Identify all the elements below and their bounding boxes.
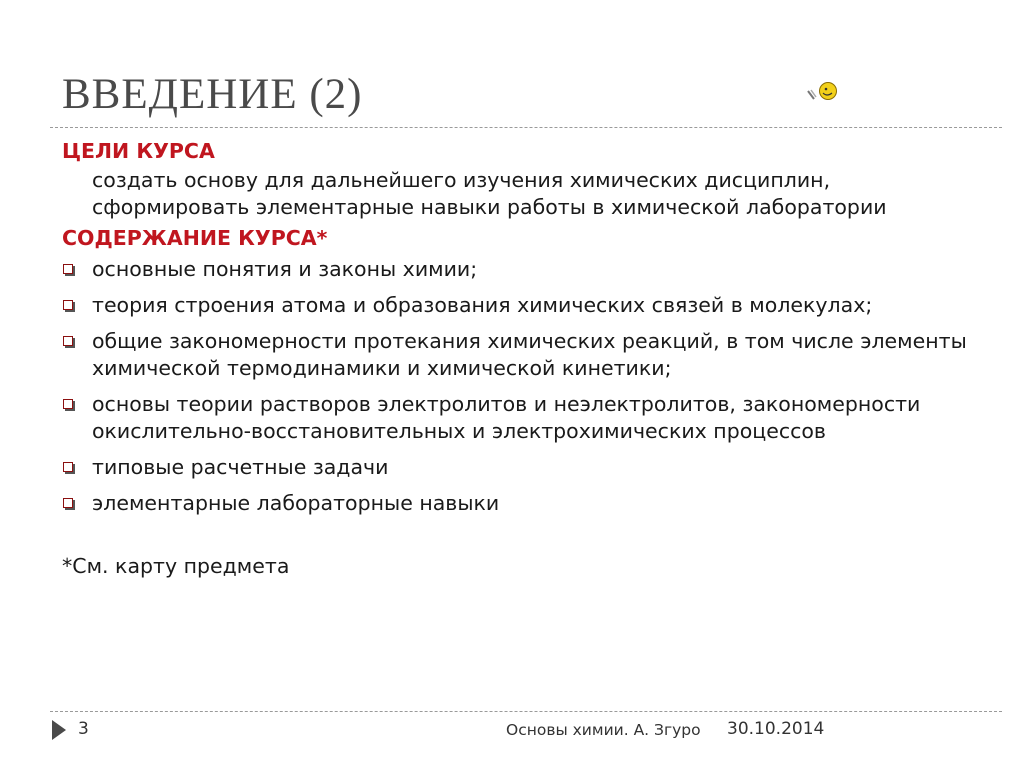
- list-item: [62, 454, 972, 481]
- square-bullet-icon: [63, 300, 73, 310]
- list-item: [62, 256, 972, 283]
- list-item-text: теория строения атома и образования химических связей в молекулах;: [92, 293, 873, 317]
- triangle-arrow-icon: [52, 720, 66, 740]
- list-item: [62, 328, 972, 382]
- list-item-text: основные понятия и законы химии;: [92, 257, 478, 281]
- square-bullet-icon: [63, 399, 73, 409]
- page-number: 3: [78, 719, 89, 739]
- footer-divider: [50, 711, 1002, 712]
- goals-text: создать основу для дальнейшего изучения химических дисциплин, сформировать элементарные навыки работы в химической лаборатории: [92, 168, 887, 219]
- footer-date: 30.10.2014: [727, 719, 825, 739]
- list-item-text: элементарные лабораторные навыки: [92, 491, 500, 515]
- list-item: [62, 391, 972, 445]
- square-bullet-icon: [63, 264, 73, 274]
- square-bullet-icon: [63, 498, 73, 508]
- list-item: [62, 292, 972, 319]
- footer-title: Основы химии. А. Згуро: [506, 721, 701, 739]
- content-list: [62, 256, 992, 517]
- slide-body: [62, 138, 992, 601]
- goals-heading: ЦЕЛИ КУРСА: [62, 139, 215, 163]
- title-divider: [50, 127, 1002, 128]
- square-bullet-icon: [63, 462, 73, 472]
- content-heading: СОДЕРЖАНИЕ КУРСА*: [62, 226, 328, 250]
- list-item: [62, 490, 972, 517]
- footnote: *См. карту предмета: [62, 554, 290, 578]
- list-item-text: основы теории растворов электролитов и неэлектролитов, закономерности окислительно-восстановительных и электрохимических процессов: [92, 392, 921, 443]
- list-item-text: общие закономерности протекания химических реакций, в том числе элементы химической термодинамики и химической кинетики;: [92, 329, 967, 380]
- list-item-text: типовые расчетные задачи: [92, 455, 389, 479]
- slide-title: ВВЕДЕНИЕ (2): [62, 71, 363, 118]
- square-bullet-icon: [63, 336, 73, 346]
- magnifier-smiley-icon: [805, 82, 839, 102]
